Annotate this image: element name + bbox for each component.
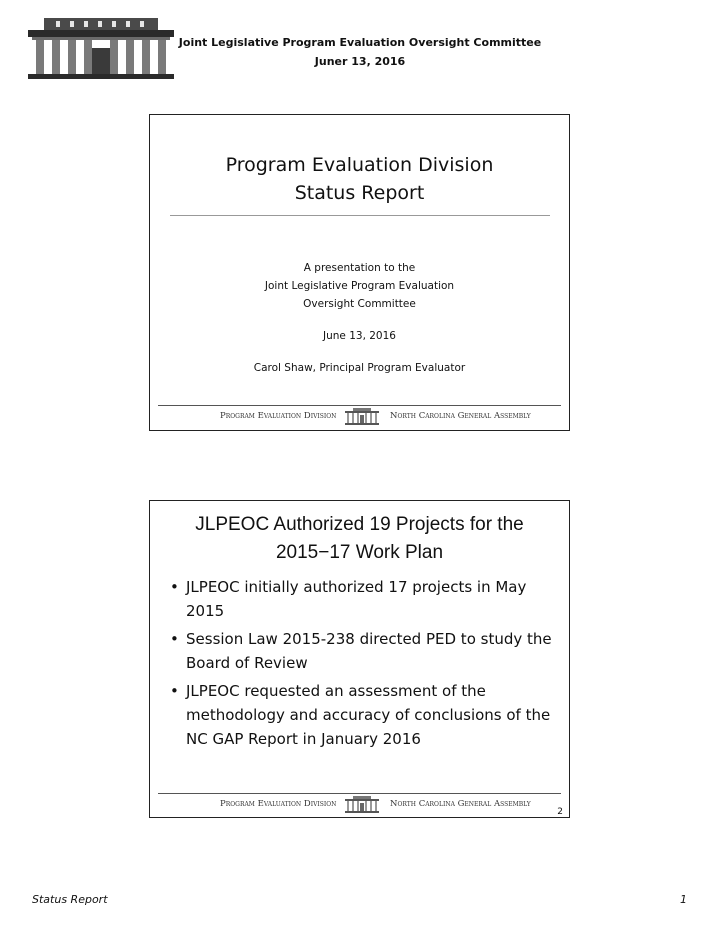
legislative-building-icon [344,795,380,814]
page-number: 1 [680,893,687,906]
slide-1 [149,114,570,431]
presentation-date: June 13, 2016 [323,330,396,342]
footer-right-text: North Carolina General Assembly [390,799,531,809]
slide-1-title-line1: Program Evaluation Division [225,154,494,176]
slide-page-number: 2 [557,807,563,817]
header-committee-title: Joint Legislative Program Evaluation Oversight Committee [178,36,542,49]
footer-right-text: North Carolina General Assembly [390,411,531,421]
bullet-item: • Session Law 2015-238 directed PED to study the Board of Review [170,627,560,675]
legislative-building-icon [344,407,380,426]
slide-2-title [150,511,569,567]
footer-left-text: Program Evaluation Division [220,411,337,421]
bullet-item: • JLPEOC requested an assessment of the methodology and accuracy of conclusions of the NC GAP Report in January 2016 [170,679,560,751]
slide-1-footer [158,405,561,424]
page-footer-title: Status Report [32,893,108,906]
slide-1-body [150,259,569,377]
slide-2-title-line1: JLPEOC Authorized 19 Projects for the [195,514,524,535]
slide-1-title [150,151,569,207]
slide-2 [149,500,570,818]
committee-name-line1: Joint Legislative Program Evaluation [264,280,455,292]
slide-2-bullet-list [170,575,560,755]
bullet-item: • JLPEOC initially authorized 17 projects in May 2015 [170,575,560,623]
slide-2-title-line2: 2015−17 Work Plan [275,542,444,563]
presentation-intro: A presentation to the [303,262,416,274]
footer-left-text: Program Evaluation Division [220,799,337,809]
header-date: Juner 13, 2016 [314,55,406,68]
slide-1-divider [170,215,550,216]
legislative-building-logo [26,14,176,82]
presenter-name: Carol Shaw, Principal Program Evaluator [253,362,466,374]
slide-1-title-line2: Status Report [294,182,425,204]
slide-2-footer [158,793,561,812]
committee-name-line2: Oversight Committee [303,298,416,310]
